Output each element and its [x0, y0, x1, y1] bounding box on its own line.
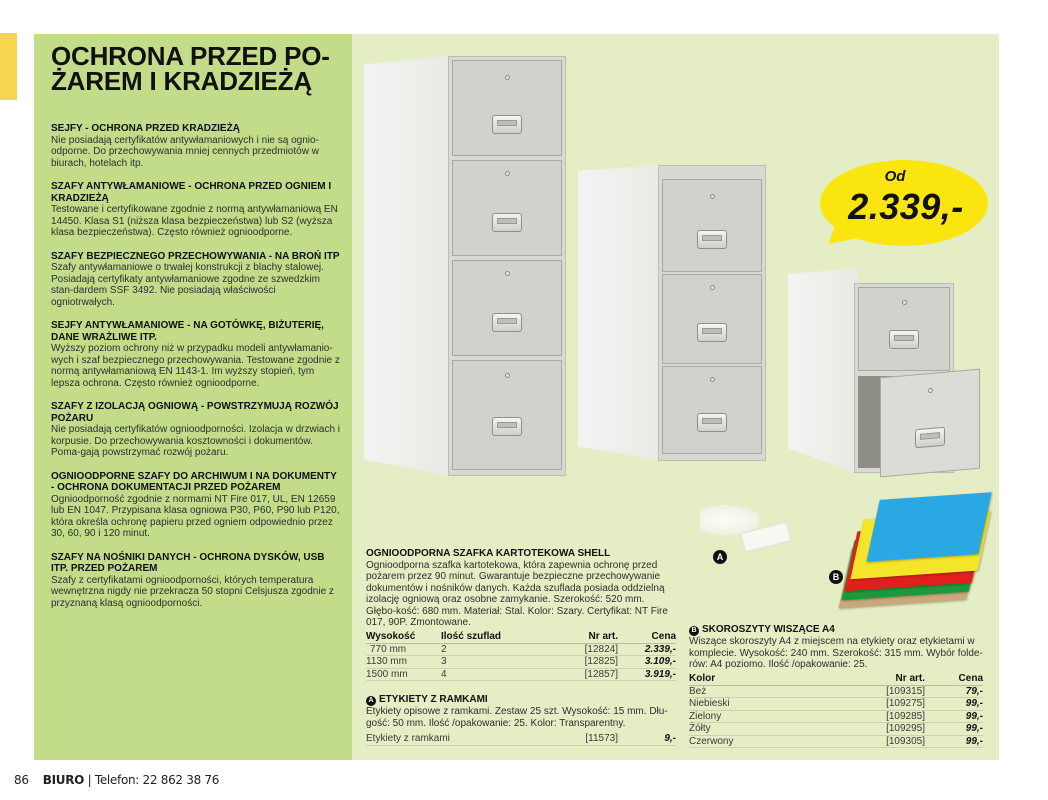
article-cell: [109285] [815, 710, 925, 723]
column-header: Cena [925, 673, 983, 686]
category-descriptions [51, 123, 341, 621]
drawer-handle [492, 417, 522, 436]
page-title-line-1: OCHRONA PRZED PO- [51, 41, 330, 71]
table-row [689, 735, 983, 748]
section-body: Nie posiadają certyfikatów ognioodporności. Izolacja w drzwiach i korpusie. Do przechowywania kosztowności i dokumentów. Poma-gają powstrzymać rozwój pożaru. [51, 424, 341, 458]
price-cell: 2.339,- [618, 643, 676, 656]
drawer-handle [697, 413, 727, 432]
price-cell: 99,- [925, 710, 983, 723]
section-szafy-nosniki [51, 552, 341, 610]
section-szafy-bezpiecznego-przechowywania [51, 251, 341, 309]
color-cell: Czerwony [689, 735, 815, 748]
footer-phone: Telefon: 22 862 38 76 [94, 773, 220, 787]
name-cell: Etykiety z ramkami [366, 733, 547, 745]
drawer-handle [492, 213, 522, 232]
table-header [689, 673, 983, 686]
article-cell: [11573] [547, 733, 618, 745]
section-heading: SZAFY ANTYWŁAMANIOWE - OCHRONA PRZED OGNIEM I KRADZIEŻĄ [51, 181, 332, 204]
price-cell: 79,- [925, 685, 983, 698]
height-cell: 770 mm [366, 643, 441, 656]
price-cell: 3.109,- [618, 656, 676, 669]
article-cell: [12824] [555, 643, 618, 656]
height-cell: 1500 mm [366, 668, 441, 681]
section-body: Testowane i certyfikowane zgodnie z normą antywłamaniową EN 14450. Klasa S1 (niższa klasa bezpieczeństwa) lub S2 (wyższa klasa bezpieczeństwa). Często również ognioodporne. [51, 204, 338, 238]
footer-section: BIURO [42, 773, 85, 787]
table-row [366, 656, 676, 669]
section-heading: SZAFY Z IZOLACJĄ OGNIOWĄ - POWSTRZYMUJĄ ROZWÓJ POŻARU [51, 401, 339, 424]
column-header: Cena [618, 631, 676, 644]
price-cell: 99,- [925, 723, 983, 736]
starting-price: 2.339,- [848, 186, 964, 227]
article-cell: [12857] [555, 668, 618, 681]
section-sejfy [51, 123, 341, 169]
drawer-handle [697, 323, 727, 342]
section-body: Szafy z certyfikatami ognioodporności, których temperatura wewnętrzna nigdy nie przekracza 50 stopni Celsjusza zgodnie z przyznaną klasą ognioodporności. [51, 574, 334, 609]
section-body: Wyższy poziom ochrony niż w przypadku modeli antywłamanio-wych i szaf bezpiecznego przechowywania. Testowane zgodnie z normą antywłamaniową EN 1143-1. Im wyższy stopień, tym lepsza ochrona. Często również ognioodporne. [51, 343, 340, 389]
product-title-text: SKOROSZYTY WISZĄCE A4 [702, 624, 835, 635]
cabinet-4-drawer-image [364, 56, 564, 476]
lock-icon [505, 271, 510, 276]
drawer-handle [889, 330, 919, 349]
marker-a-icon: A [366, 696, 376, 706]
page-footer [14, 773, 219, 787]
cabinet-2-drawer-image [788, 268, 988, 478]
table-row [689, 685, 983, 698]
column-header: Nr art. [555, 631, 618, 644]
section-heading: SZAFY BEZPIECZNEGO PRZECHOWYWANIA - NA BROŃ ITP [51, 250, 340, 262]
lock-icon [710, 377, 715, 382]
lock-icon [505, 373, 510, 378]
color-cell: Żółty [689, 723, 815, 736]
section-heading: SEJFY - OCHRONA PRZED KRADZIEŻĄ [51, 123, 240, 134]
product-description: Ognioodporna szafka kartotekowa, która zapewnia ochronę przed pożarem przez 90 minut. Gwarantuje bezpieczne przechowywanie dokumentów i nośników danych. Każda szuflada posiada oddzielną izolację ogniową oraz osobne zamykanie. Szerokość: 520 mm. Głębo-kość: 680 mm. Materiał: Stal. Kolor: Szary. Certyfikat: NT Fire 017, 90P. Zmontowane. [366, 559, 668, 628]
table-row [689, 723, 983, 736]
drawers-cell: 4 [441, 668, 555, 681]
product-description: Etykiety opisowe z ramkami. Zestaw 25 szt. Wysokość: 15 mm. Dłu-gość: 50 mm. Ilość /opakowanie: 25. Kolor: Transparentny. [366, 706, 668, 729]
height-cell: 1130 mm [366, 656, 441, 669]
key-icon [928, 388, 933, 393]
article-cell: [109275] [815, 698, 925, 711]
section-heading: SEJFY ANTYWŁAMANIOWE - NA GOTÓWKĘ, BIŻUTERIĘ, DANE WRAŻLIWE ITP. [51, 320, 324, 343]
price-table [366, 733, 676, 746]
section-body: Szafy antywłamaniowe o trwałej konstrukcji z blachy stalowej. Posiadają certyfikaty antywłamaniowe zgodne ze szwedzkim stan-dardem SSF 3492. Nie posiadają właściwości ogniotrwałych. [51, 262, 324, 308]
color-cell: Niebieski [689, 698, 815, 711]
price-table [366, 631, 676, 682]
section-body: Nie posiadają certyfikatów antywłamaniowych i nie są ognio-odporne. Do przechowywania mniej cennych przedmiotów w biurach, hotelach itp. [51, 134, 319, 169]
section-tab-marker [0, 33, 17, 100]
drawer-handle [492, 115, 522, 134]
footer-separator: | [87, 773, 92, 787]
column-header: Nr art. [815, 673, 925, 686]
table-row [366, 668, 676, 681]
article-cell: [12825] [555, 656, 618, 669]
drawers-cell: 2 [441, 643, 555, 656]
color-cell: Zielony [689, 710, 815, 723]
table-header [366, 631, 676, 644]
section-szafy-antywlamaniowe [51, 181, 341, 239]
price-cell: 3.919,- [618, 668, 676, 681]
section-szafy-archiwum [51, 471, 341, 540]
column-header: Ilość szuflad [441, 631, 555, 644]
product-title: OGNIOODPORNA SZAFKA KARTOTEKOWA SHELL [366, 548, 611, 559]
price-table [689, 673, 983, 749]
drawers-cell: 3 [441, 656, 555, 669]
drawer-handle [697, 230, 727, 249]
product-title [689, 624, 983, 636]
drawer-handle [915, 427, 945, 449]
table-row [366, 733, 676, 745]
marker-a-icon: A [713, 550, 727, 564]
price-prefix: Od [884, 168, 906, 185]
lock-icon [710, 194, 715, 199]
table-row [689, 698, 983, 711]
lock-icon [505, 171, 510, 176]
article-cell: [109315] [815, 685, 925, 698]
price-cell: 99,- [925, 735, 983, 748]
lock-icon [505, 75, 510, 80]
section-sejfy-antywlamaniowe [51, 320, 341, 389]
section-heading: SZAFY NA NOŚNIKI DANYCH - OCHRONA DYSKÓW, USB ITP. PRZED POŻAREM [51, 551, 325, 574]
article-cell: [109295] [815, 723, 925, 736]
section-body: Ognioodporność zgodnie z normami NT Fire 017, UL, EN 12659 lub EN 1047. Przypisana klasa ogniowa P30, P60, P90 lub P120, która określa ochronę papieru przed ogniem odpowiednio przez 30, 60, 90 i 120 minut. [51, 493, 340, 539]
marker-b-icon: B [689, 626, 699, 636]
product-labels [366, 694, 676, 746]
drawer-handle [492, 313, 522, 332]
table-row [689, 710, 983, 723]
column-header: Kolor [689, 673, 815, 686]
price-cell: 9,- [618, 733, 676, 745]
product-shell [366, 548, 676, 681]
page-title-line-2: ŻAREM I KRADZIEŻĄ [51, 66, 312, 96]
cabinet-3-drawer-image [578, 165, 768, 461]
section-heading: OGNIOODPORNE SZAFY DO ARCHIWUM I NA DOKUMENTY - OCHRONA DOKUMENTACJI PRZED POŻAREM [51, 470, 337, 493]
page-number: 86 [14, 773, 29, 787]
product-description: Wiszące skoroszyty A4 z miejscem na etykiety oraz etykietami w komplecie. Wysokość: 240 mm. Szerokość: 315 mm. Wybór folde-rów: A4 poziomo. Ilość /opakowanie: 25. [689, 636, 983, 670]
product-folders [689, 624, 983, 748]
section-szafy-izolacja [51, 401, 341, 459]
price-cell: 99,- [925, 698, 983, 711]
table-row [366, 643, 676, 656]
article-cell: [109305] [815, 735, 925, 748]
lock-icon [902, 300, 907, 305]
page-title [51, 41, 341, 96]
product-title-text: ETYKIETY Z RAMKAMI [379, 694, 488, 705]
color-cell: Beż [689, 685, 815, 698]
lock-icon [710, 285, 715, 290]
column-header: Wysokość [366, 631, 441, 644]
marker-b-icon: B [829, 570, 843, 584]
product-title [366, 694, 676, 706]
